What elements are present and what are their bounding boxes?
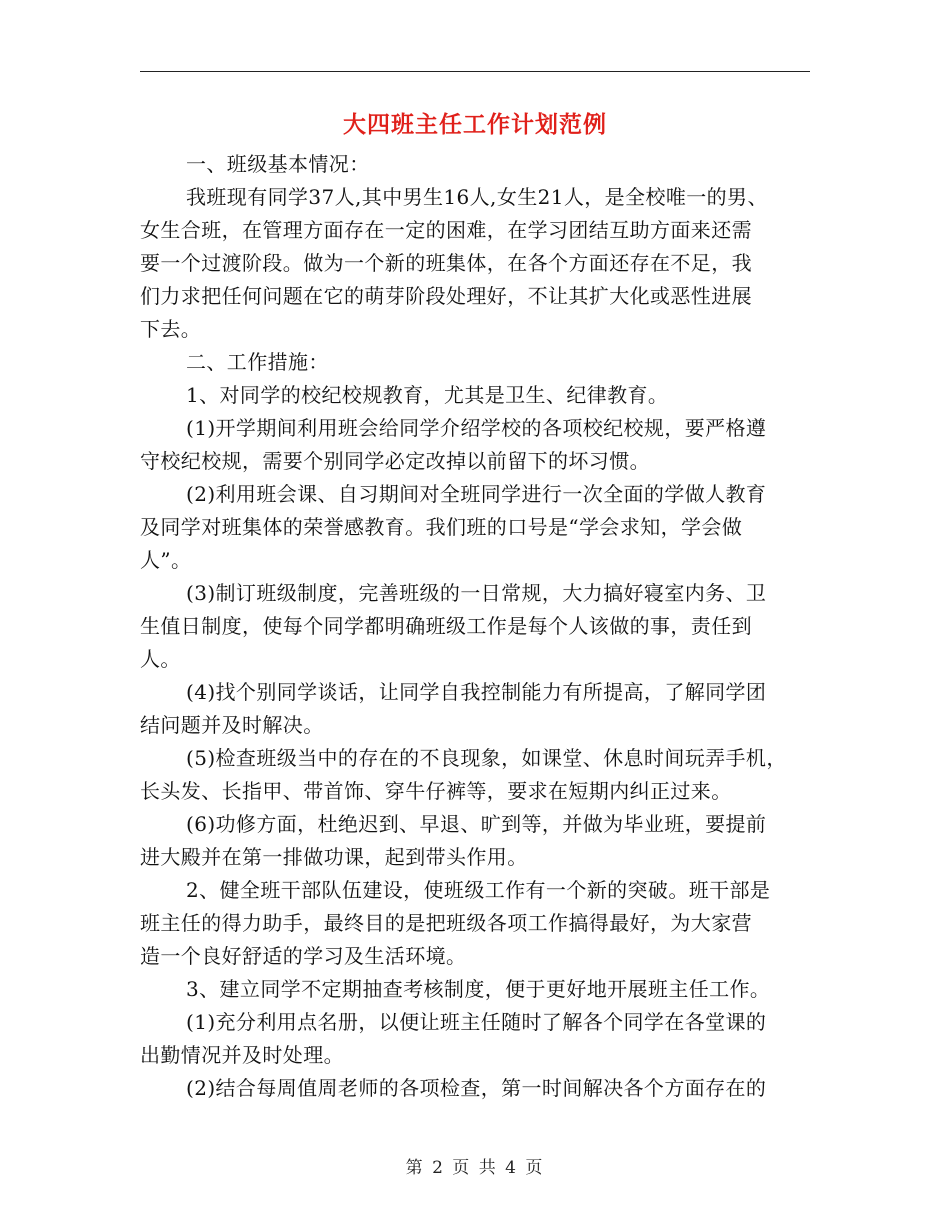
text-line: 进大殿并在第一排做功课，起到带头作用。 bbox=[140, 845, 528, 869]
paragraph bbox=[140, 181, 810, 346]
text-line: 下去。 bbox=[140, 317, 202, 341]
text-line: 一、班级基本情况： bbox=[186, 152, 370, 176]
paragraph bbox=[140, 577, 810, 676]
paragraph bbox=[140, 808, 810, 874]
text-line: 出勤情况并及时处理。 bbox=[140, 1043, 344, 1067]
text-line: (3)制订班级制度，完善班级的一日常规，大力搞好寝室内务、卫 bbox=[186, 581, 767, 605]
text-line: 守校纪校规，需要个别同学必定改掉以前留下的坏习惯。 bbox=[140, 449, 650, 473]
text-line: (6)功修方面，杜绝迟到、早退、旷到等，并做为毕业班，要提前 bbox=[186, 812, 767, 836]
header-rule bbox=[140, 71, 810, 72]
text-line: (1)充分利用点名册，以便让班主任随时了解各个同学在各堂课的 bbox=[186, 1010, 767, 1034]
text-line: 们力求把任何问题在它的萌芽阶段处理好，不让其扩大化或恶性进展 bbox=[140, 284, 752, 308]
document-title: 大四班主任工作计划范例 bbox=[343, 111, 607, 138]
text-line: 我班现有同学37人,其中男生16人,女生21人，是全校唯一的男、 bbox=[186, 185, 768, 209]
text-line: 3、建立同学不定期抽查考核制度，便于更好地开展班主任工作。 bbox=[186, 977, 771, 1001]
text-line: 人。 bbox=[140, 647, 181, 671]
paragraph bbox=[140, 346, 810, 379]
text-line: 1、对同学的校纪校规教育，尤其是卫生、纪律教育。 bbox=[186, 383, 669, 407]
text-line: (2)结合每周值周老师的各项检查，第一时间解决各个方面存在的 bbox=[186, 1076, 767, 1100]
paragraph bbox=[140, 676, 810, 742]
paragraph bbox=[140, 742, 810, 808]
text-line: 长头发、长指甲、带首饰、穿牛仔裤等，要求在短期内纠正过来。 bbox=[140, 779, 732, 803]
text-line: 班主任的得力助手，最终目的是把班级各项工作搞得最好，为大家营 bbox=[140, 911, 752, 935]
text-line: (4)找个别同学谈话，让同学自我控制能力有所提高，了解同学团 bbox=[186, 680, 767, 704]
text-line: 造一个良好舒适的学习及生活环境。 bbox=[140, 944, 467, 968]
text-line: (5)检查班级当中的存在的不良现象，如课堂、休息时间玩弄手机， bbox=[186, 746, 787, 770]
paragraph bbox=[140, 1006, 810, 1072]
paragraph bbox=[140, 412, 810, 478]
text-line: (1)开学期间利用班会给同学介绍学校的各项校纪校规，要严格遵 bbox=[186, 416, 767, 440]
text-line: 人”。 bbox=[140, 548, 192, 572]
text-line: 结问题并及时解决。 bbox=[140, 713, 324, 737]
paragraph bbox=[140, 379, 810, 412]
text-line: 生值日制度，使每个同学都明确班级工作是每个人该做的事，责任到 bbox=[140, 614, 752, 638]
paragraph bbox=[140, 148, 810, 181]
paragraph bbox=[140, 478, 810, 577]
text-line: 女生合班，在管理方面存在一定的困难，在学习团结互助方面来还需 bbox=[140, 218, 752, 242]
paragraph bbox=[140, 874, 810, 973]
paragraph bbox=[140, 973, 810, 1006]
text-line: (2)利用班会课、自习期间对全班同学进行一次全面的学做人教育 bbox=[186, 482, 767, 506]
document-body bbox=[140, 148, 810, 1105]
paragraph bbox=[140, 1072, 810, 1105]
text-line: 及同学对班集体的荣誉感教育。我们班的口号是“学会求知，学会做 bbox=[140, 515, 743, 539]
text-line: 二、工作措施： bbox=[186, 350, 329, 374]
page-footer: 第 2 页 共 4 页 bbox=[405, 1158, 545, 1178]
text-line: 要一个过渡阶段。做为一个新的班集体，在各个方面还存在不足，我 bbox=[140, 251, 752, 275]
text-line: 2、健全班干部队伍建设，使班级工作有一个新的突破。班干部是 bbox=[186, 878, 771, 902]
